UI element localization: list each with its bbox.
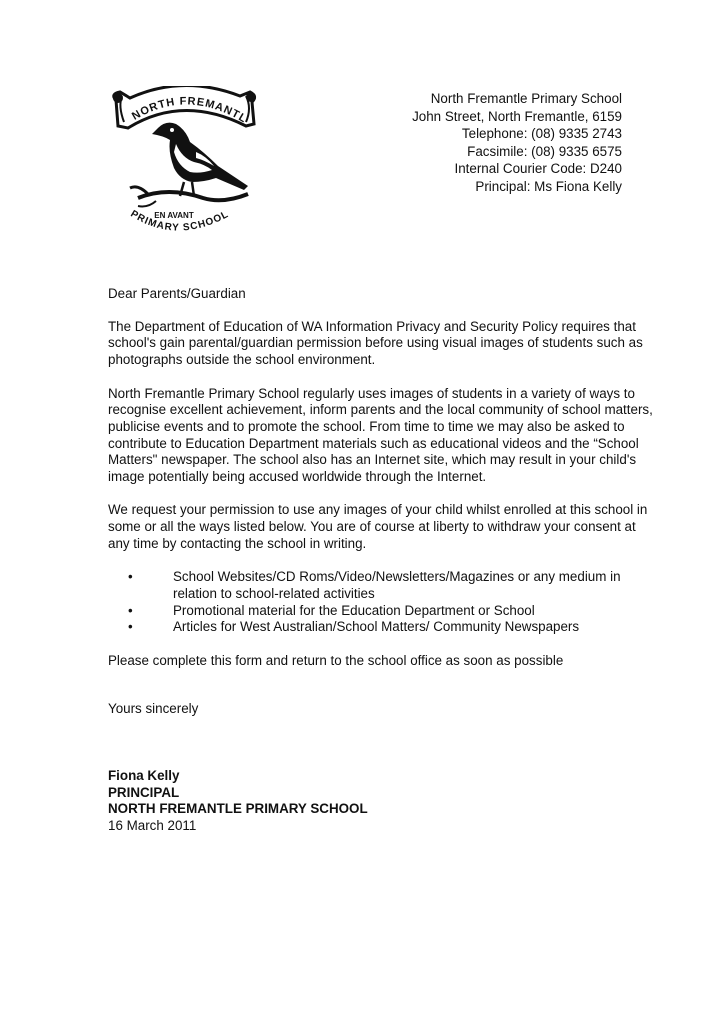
letter-body: [108, 286, 653, 834]
school-address-block: [412, 90, 622, 195]
logo-top-text: NORTH FREMANTL: [130, 95, 250, 126]
school-courier-code: Internal Courier Code: D240: [454, 161, 622, 176]
letter-date: 16 March 2011: [108, 817, 197, 833]
logo-bottom-text: PRIMARY SCHOOL: [128, 208, 231, 234]
usage-list: [108, 569, 653, 636]
signatory-name: Fiona Kelly: [108, 768, 180, 784]
paragraph-return-form: Please complete this form and return to the school office as soon as possible: [108, 652, 564, 668]
list-item-text: Articles for West Australian/School Matters/ Community Newspapers: [173, 619, 580, 635]
paragraph-usage: North Fremantle Primary School regularly uses images of students in a variety of ways to recognise excellent achievement, inform parents and the local community of school matters, publicise events and to promote the school. From time to time we may also be asked to contribute to Education Department materials such as educational videos and the “School Matters" newspaper. The school also has an Internet site, which may result in your child's image potentially being accused worldwide through the Internet.: [108, 385, 653, 485]
bullet-icon: •: [128, 569, 133, 585]
list-item: [108, 619, 653, 636]
school-telephone: Telephone: (08) 9335 2743: [461, 126, 622, 141]
logo-motto: EN AVANT: [154, 211, 194, 220]
list-item-text: School Websites/CD Roms/Video/Newsletters/Magazines or any medium in relation to school-related activities: [173, 569, 621, 601]
list-item: [108, 603, 653, 620]
school-fax: Facsimile: (08) 9335 6575: [467, 143, 622, 159]
list-item: [108, 569, 653, 602]
bullet-icon: •: [128, 619, 133, 635]
paragraph-policy: The Department of Education of WA Information Privacy and Security Policy requires that school's gain parental/guardian permission before using visual images of students such as photographs outside the school environment.: [108, 318, 643, 368]
signatory-school: NORTH FREMANTLE PRIMARY SCHOOL: [108, 801, 368, 817]
closing: Yours sincerely: [108, 701, 199, 717]
school-street: John Street, North Fremantle, 6159: [412, 108, 622, 124]
signature-block: [108, 768, 653, 834]
signatory-title: PRINCIPAL: [108, 784, 180, 800]
school-logo: [108, 86, 258, 246]
salutation: Dear Parents/Guardian: [108, 286, 246, 301]
magpie-logo-graphic: [108, 86, 258, 246]
school-principal: Principal: Ms Fiona Kelly: [475, 178, 622, 194]
list-item-text: Promotional material for the Education Department or School: [173, 602, 535, 618]
paragraph-permission: We request your permission to use any images of your child whilst enrolled at this school in some or all the ways listed below. You are of course at liberty to withdraw your consent at any time by contacting the school in writing.: [108, 502, 648, 551]
school-name: North Fremantle Primary School: [430, 91, 622, 106]
bullet-icon: •: [128, 602, 133, 618]
